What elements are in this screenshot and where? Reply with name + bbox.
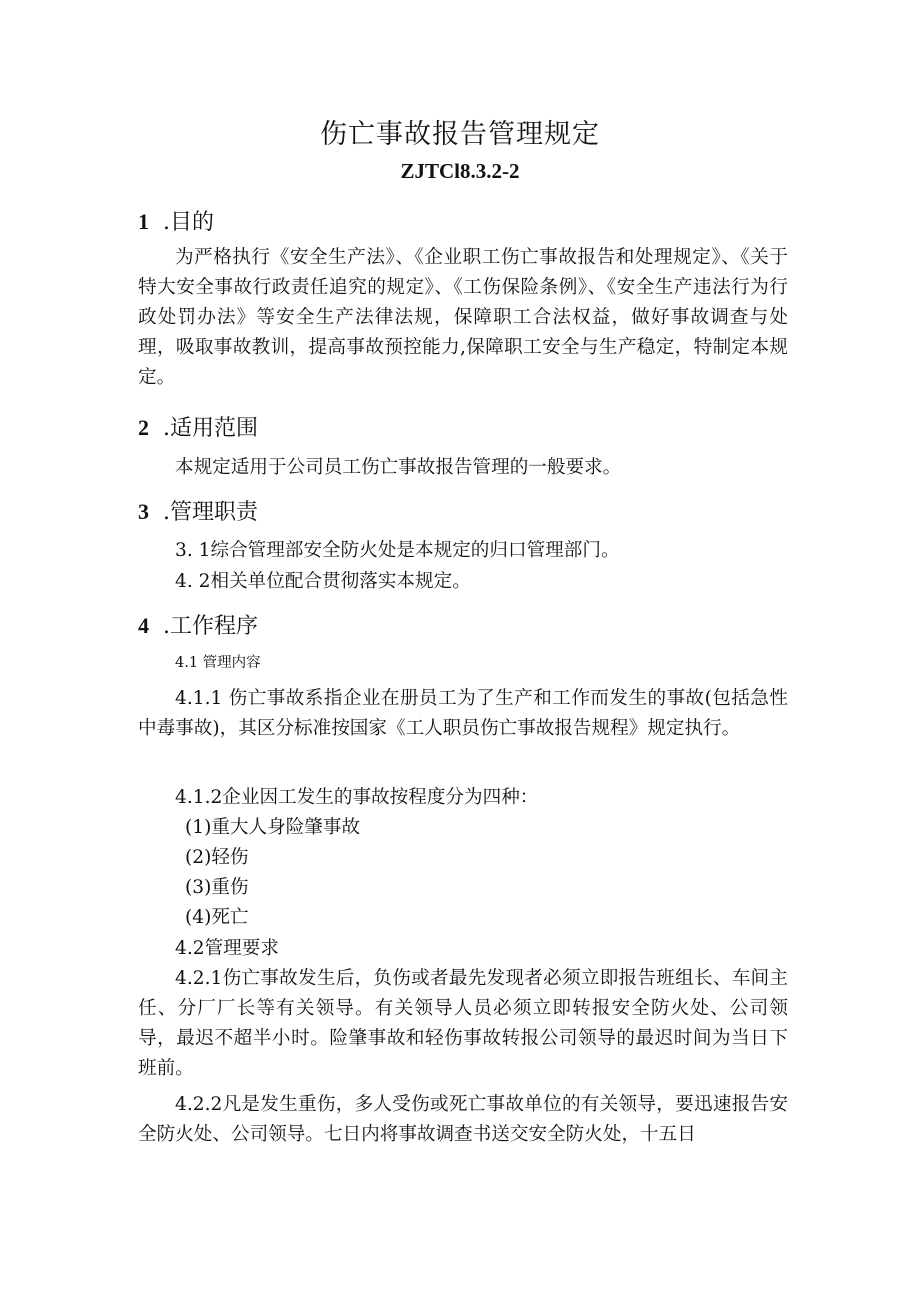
section-4-title: .工作程序 <box>163 614 258 639</box>
accident-type-4: (4)死亡 <box>185 907 249 928</box>
section-4-number: 4 <box>138 613 149 638</box>
document-title: 伤亡事故报告管理规定 <box>320 119 600 150</box>
clause-4-1-2: 4.1.2企业因工发生的事故按程度分为四种： <box>175 787 539 808</box>
section-1-text: 为严格执行《安全生产法》、《企业职工伤亡事故报告和处理规定》、《关于特大安全事故行政责任追究的规定》、《工伤保险条例》、《安全生产违法行为行政处罚办法》等安全生产法律法规，保障职工合法权益，做好事故调查与处理，吸取事故教训，提高事故预控能力,保障职工安全与生产稳定，特制定本规定。 <box>138 247 788 388</box>
section-2-number: 2 <box>138 415 149 440</box>
section-2-heading <box>138 411 258 442</box>
section-1-heading <box>138 205 214 236</box>
section-3-item-1: 3. 1综合管理部安全防火处是本规定的归口管理部门。 <box>175 540 620 561</box>
section-1-number: 1 <box>138 209 149 234</box>
section-3-title: .管理职责 <box>163 500 258 525</box>
section-4-heading <box>138 609 258 640</box>
clause-4-2-1: 4.2.1伤亡事故发生后，负伤或者最先发现者必须立即报告班组长、车间主任、分厂厂长等有关领导。有关领导人员必须立即转报安全防火处、公司领导，最迟不超半小时。险肇事故和轻伤事故转报公司领导的最迟时间为当日下班前。 <box>138 968 788 1079</box>
subsection-4-2: 4.2管理要求 <box>175 938 279 959</box>
clause-4-1-1: 4.1.1 伤亡事故系指企业在册员工为了生产和工作而发生的事故(包括急性中毒事故)，其区分标准按国家《工人职员伤亡事故报告规程》规定执行。 <box>138 688 788 739</box>
section-3-heading <box>138 495 258 526</box>
section-2-text: 本规定适用于公司员工伤亡事故报告管理的一般要求。 <box>175 457 622 478</box>
section-3-number: 3 <box>138 499 149 524</box>
subsection-4-1: 4.1 管理内容 <box>175 655 261 671</box>
document-code: ZJTCl8.3.2-2 <box>400 159 520 183</box>
accident-type-1: (1)重大人身险肇事故 <box>185 817 361 838</box>
section-2-title: .适用范围 <box>163 416 258 441</box>
clause-4-2-2: 4.2.2凡是发生重伤，多人受伤或死亡事故单位的有关领导，要迅速报告安全防火处、公司领导。七日内将事故调查书送交安全防火处，十五日 <box>138 1094 788 1145</box>
accident-type-2: (2)轻伤 <box>185 847 249 868</box>
section-3-item-2: 4. 2相关单位配合贯彻落实本规定。 <box>175 571 471 592</box>
accident-type-3: (3)重伤 <box>185 877 249 898</box>
section-1-title: .目的 <box>163 210 214 235</box>
